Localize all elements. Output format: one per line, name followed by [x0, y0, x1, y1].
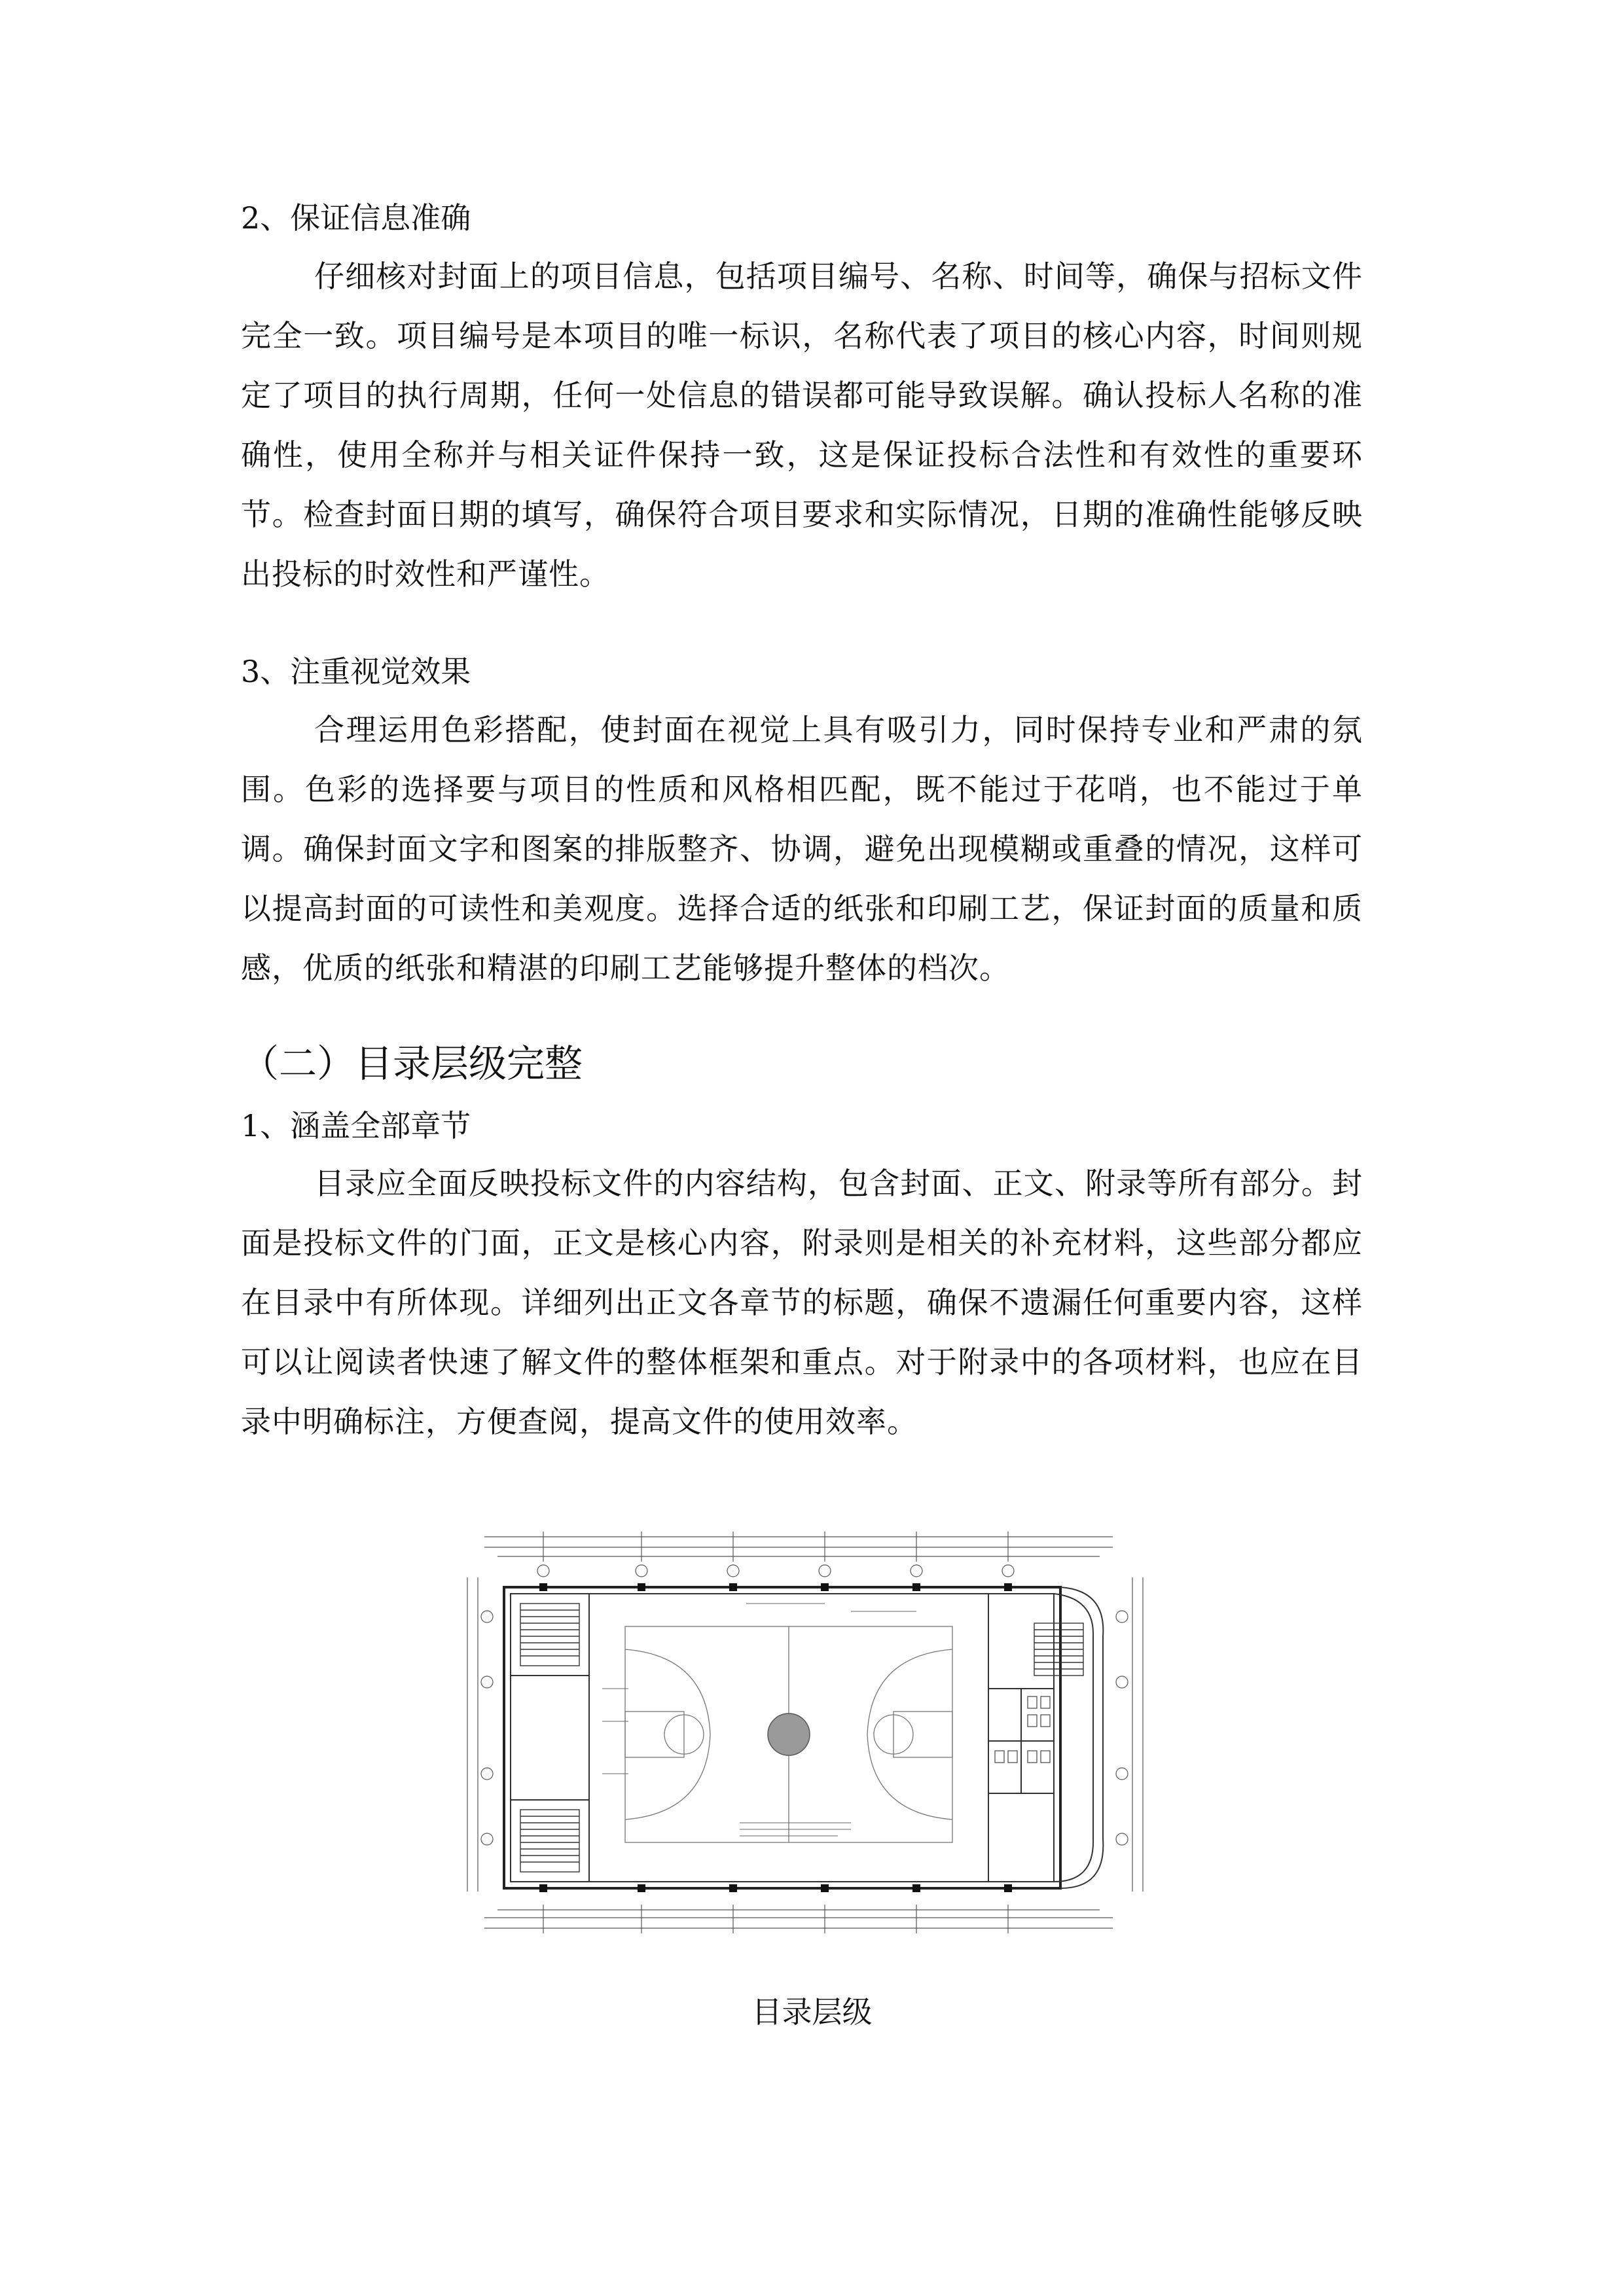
paragraph-cover-all-chapters: 目录应全面反映投标文件的内容结构，包含封面、正文、附录等所有部分。封面是投标文件的门面，正文是核心内容，附录则是相关的补充材料，这些部分都应在目录中有所体现。详细列出正文各章节的标题，确保不遗漏任何重要内容，这样可以让阅读者快速了解文件的整体框架和重点。对于附录中的各项材料，也应在目录中明确标注，方便查阅，提高文件的使用效率。: [241, 1166, 1363, 1439]
paragraph-info-accuracy: 仔细核对封面上的项目信息，包括项目编号、名称、时间等，确保与招标文件完全一致。项目编号是本项目的唯一标识，名称代表了项目的核心内容，时间则规定了项目的执行周期，任何一处信息的错误都可能导致误解。确认投标人名称的准确性，使用全称并与相关证件保持一致，这是保证投标合法性和有效性的重要环节。检查封面日期的填写，确保符合项目要求和实际情况，日期的准确性能够反映出投标的时效性和严谨性。: [241, 259, 1363, 592]
section-title-toc-levels: （二）目录层级完整: [241, 1041, 583, 1086]
floor-plan-drawing: [458, 1525, 1152, 1944]
paragraph-visual-effect: 合理运用色彩搭配，使封面在视觉上具有吸引力，同时保持专业和严肃的氛围。色彩的选择要与项目的性质和风格相匹配，既不能过于花哨，也不能过于单调。确保封面文字和图案的排版整齐、协调，避免出现模糊或重叠的情况，这样可以提高封面的可读性和美观度。选择合适的纸张和印刷工艺，保证封面的质量和质感，优质的纸张和精湛的印刷工艺能够提升整体的档次。: [241, 712, 1363, 986]
figure-caption: 目录层级: [751, 1994, 873, 2030]
heading-visual-effect: 3、注重视觉效果: [241, 654, 471, 689]
heading-ensure-info-accuracy: 2、保证信息准确: [241, 200, 471, 236]
heading-cover-all-chapters: 1、涵盖全部章节: [241, 1108, 471, 1143]
